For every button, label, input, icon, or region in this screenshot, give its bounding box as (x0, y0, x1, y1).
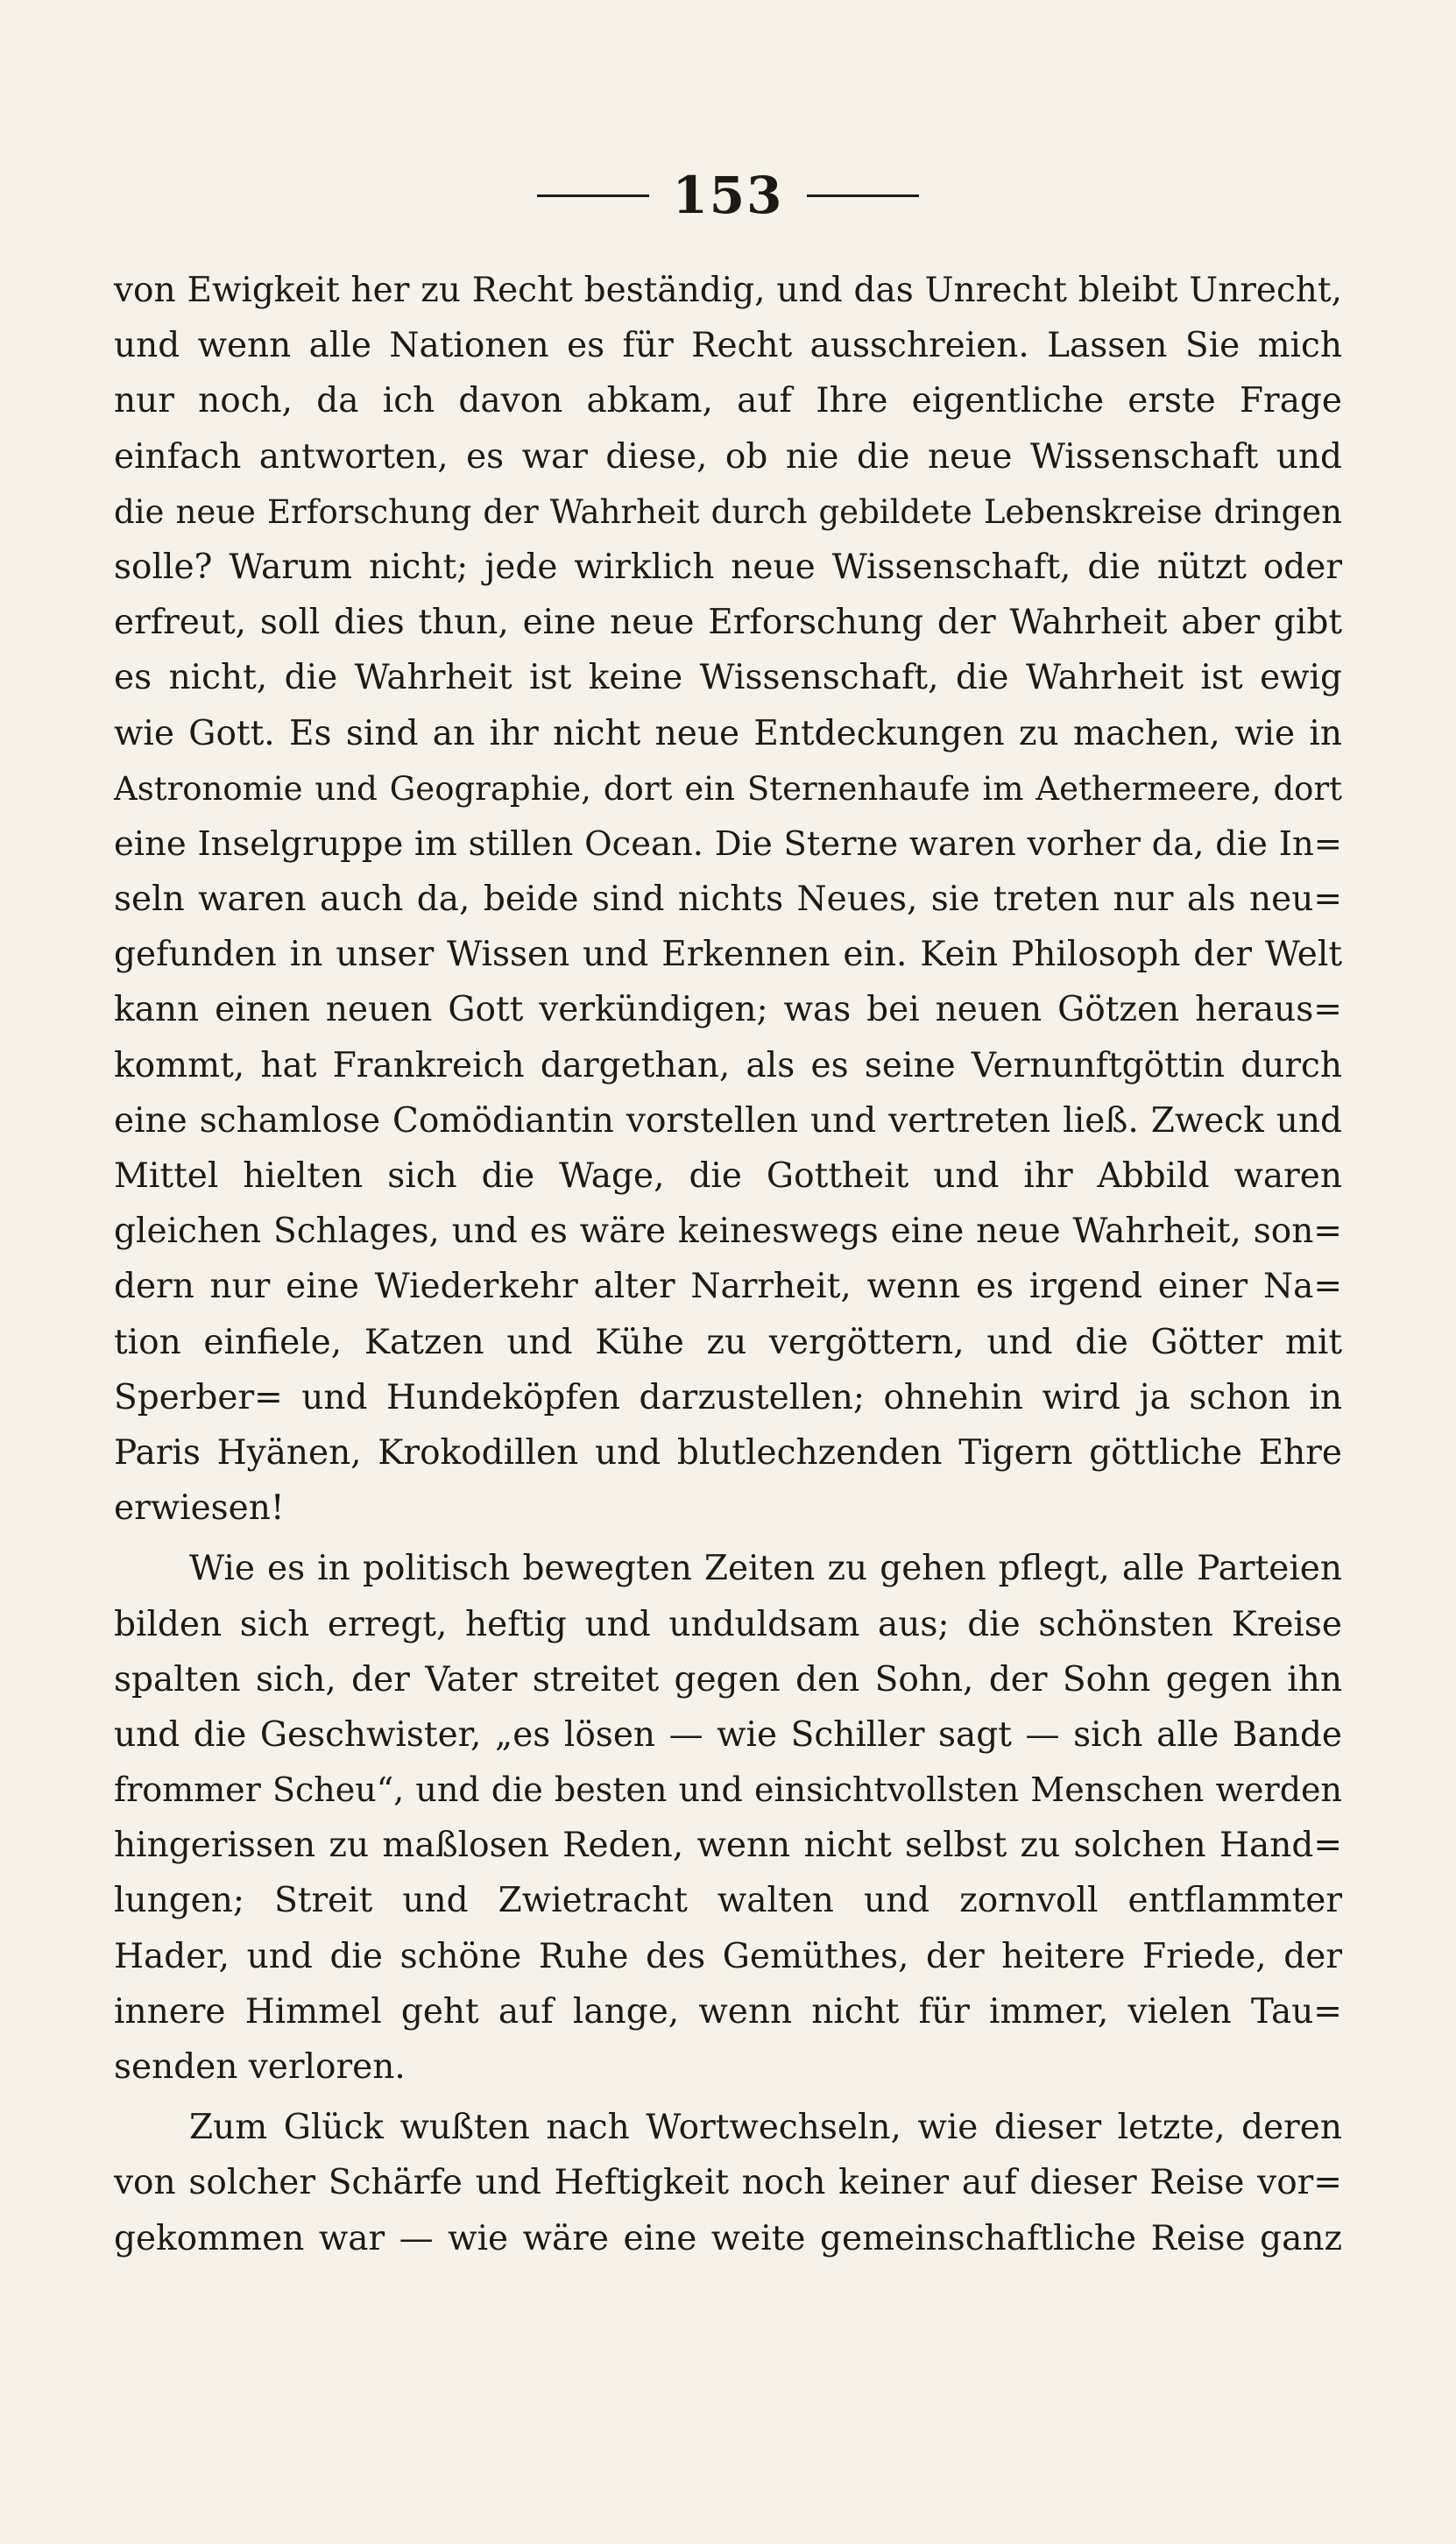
text-line: wie Gott. Es sind an ihr nicht neue Entdeckungen zu machen, wie in (114, 713, 1342, 753)
text-line: seln waren auch da, beide sind nichts Neues, sie treten nur als neu= (114, 880, 1342, 920)
header-rule-right (807, 194, 919, 197)
text-line: nur noch, da ich davon abkam, auf Ihre eigentliche erste Frage (114, 381, 1342, 421)
paragraph (114, 2100, 1342, 2266)
page-number: 153 (672, 166, 784, 225)
text-line: Wie es in politisch bewegten Zeiten zu gehen pflegt, alle Parteien (189, 1549, 1342, 1589)
text-line: gleichen Schlages, und es wäre keineswegs eine neue Wahrheit, son= (114, 1212, 1342, 1252)
text-line: solle? Warum nicht; jede wirklich neue Wissenschaft, die nützt oder (114, 547, 1342, 587)
text-line: Sperber= und Hundeköpfen darzustellen; ohnehin wird ja schon in (114, 1377, 1342, 1417)
text-line: gekommen war — wie wäre eine weite gemeinschaftliche Reise ganz (114, 2218, 1342, 2258)
text-line: spalten sich, der Vater streitet gegen den Sohn, der Sohn gegen ihn (114, 1659, 1342, 1700)
text-line: Paris Hyänen, Krokodillen und blutlechzenden Tigern göttliche Ehre (114, 1432, 1342, 1473)
text-line: erfreut, soll dies thun, eine neue Erforschung der Wahrheit aber gibt (114, 603, 1342, 643)
text-line: von Ewigkeit her zu Recht beständig, und das Unrecht bleibt Unrecht, (114, 271, 1342, 310)
text-line: kommt, hat Frankreich dargethan, als es seine Vernunftgöttin durch (114, 1045, 1342, 1085)
text-line: kann einen neuen Gott verkündigen; was bei neuen Götzen heraus= (114, 990, 1342, 1030)
text-line: eine schamlose Comödiantin vorstellen und vertreten ließ. Zweck und (114, 1100, 1342, 1141)
text-line: Zum Glück wußten nach Wortwechseln, wie dieser letzte, deren (189, 2108, 1342, 2148)
text-line: eine Inselgruppe im stillen Ocean. Die Sterne waren vorher da, die In= (114, 823, 1342, 864)
body-text (114, 263, 1342, 2266)
text-line: innere Himmel geht auf lange, wenn nicht für immer, vielen Tau= (114, 1991, 1342, 2032)
text-line: bilden sich erregt, heftig und unduldsam aus; die schönsten Kreise (114, 1604, 1342, 1644)
text-line: es nicht, die Wahrheit ist keine Wissenschaft, die Wahrheit ist ewig (114, 658, 1342, 698)
text-line: und wenn alle Nationen es für Recht ausschreien. Lassen Sie mich (114, 326, 1342, 366)
text-line: tion einfiele, Katzen und Kühe zu vergöttern, und die Götter mit (114, 1322, 1342, 1362)
text-line: dern nur eine Wiederkehr alter Narrheit, wenn es irgend einer Na= (114, 1267, 1342, 1307)
text-line: senden verloren. (114, 2047, 406, 2087)
header-rule-left (537, 194, 649, 197)
text-line: Astronomie und Geographie, dort ein Sternenhaufe im Aethermeere, dort (114, 769, 1342, 808)
text-line: erwiesen! (114, 1488, 285, 1529)
page-header (0, 165, 1456, 226)
text-line: Hader, und die schöne Ruhe des Gemüthes, der heitere Friede, der (114, 1936, 1342, 1976)
text-line: von solcher Schärfe und Heftigkeit noch keiner auf dieser Reise vor= (114, 2163, 1342, 2203)
paragraph (114, 263, 1342, 1536)
text-line: und die Geschwister, „es lösen — wie Schiller sagt — sich alle Bande (114, 1714, 1342, 1755)
text-line: Mittel hielten sich die Wage, die Gottheit und ihr Abbild waren (114, 1156, 1342, 1196)
text-line: einfach antworten, es war diese, ob nie die neue Wissenschaft und (114, 436, 1342, 477)
text-line: die neue Erforschung der Wahrheit durch gebildete Lebenskreise dringen (114, 492, 1342, 531)
text-line: lungen; Streit und Zwietracht walten und zornvoll entflammter (114, 1881, 1342, 1921)
paragraph (114, 1541, 1342, 2095)
text-line: frommer Scheu“, und die besten und einsichtvollsten Menschen werden (114, 1770, 1342, 1810)
text-line: hingerissen zu maßlosen Reden, wenn nicht selbst zu solchen Hand= (114, 1826, 1342, 1866)
text-line: gefunden in unser Wissen und Erkennen ein. Kein Philosoph der Welt (114, 935, 1342, 975)
